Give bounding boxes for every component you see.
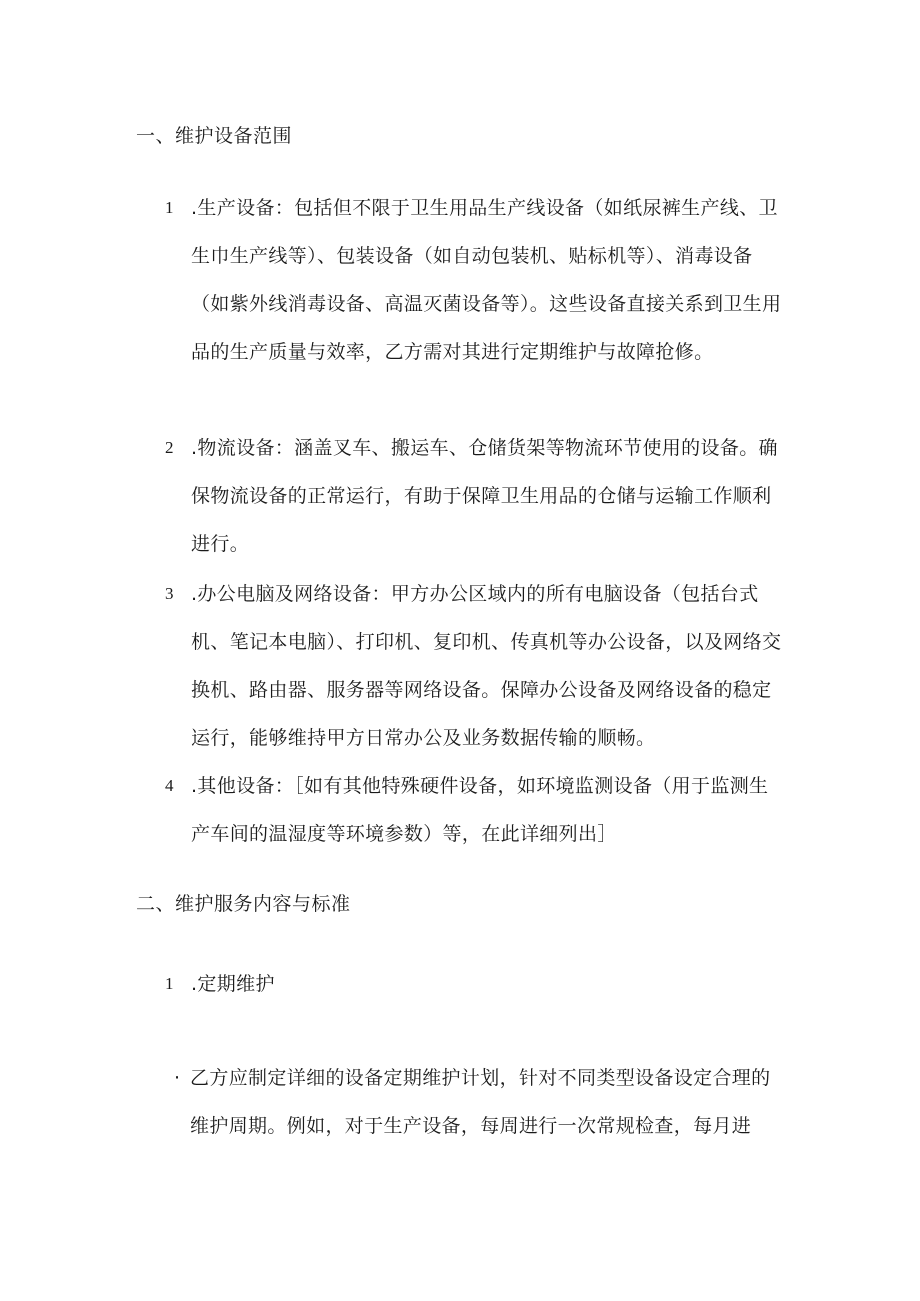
item-number: 4 xyxy=(165,776,174,795)
item-text: .物流设备：涵盖叉车、搬运车、仓储货架等物流环节使用的设备。确保物流设备的正常运行，有助于保障卫生用品的仓储与运输工作顺利进行。 xyxy=(191,437,778,555)
bullet-paragraph xyxy=(174,1054,786,1150)
list-item xyxy=(165,424,785,568)
section-heading-1: 一、维护设备范围 xyxy=(136,125,293,147)
bullet-mark: · xyxy=(174,1067,181,1089)
item-text: .办公电脑及网络设备：甲方办公区域内的所有电脑设备（包括台式机、笔记本电脑）、打印机、复印机、传真机等办公设备，以及网络交换机、路由器、服务器等网络设备。保障办公设备及网络设备的稳定运行，能够维持甲方日常办公及业务数据传输的顺畅。 xyxy=(191,583,782,749)
list-item xyxy=(165,960,785,1008)
item-number: 1 xyxy=(165,974,174,993)
item-text: .其他设备：［如有其他特殊硬件设备，如环境监测设备（用于监测生产车间的温湿度等环境参数）等，在此详细列出］ xyxy=(191,775,769,845)
item-number: 2 xyxy=(165,438,174,457)
section-heading-2: 二、维护服务内容与标准 xyxy=(136,893,351,915)
item-text: .定期维护 xyxy=(191,973,275,995)
item-text: .生产设备：包括但不限于卫生用品生产线设备（如纸尿裤生产线、卫生巾生产线等）、包装设备（如自动包装机、贴标机等）、消毒设备（如紫外线消毒设备、高温灭菌设备等）。这些设备直接关系到卫生用品的生产质量与效率，乙方需对其进行定期维护与故障抢修。 xyxy=(191,197,782,363)
bullet-text: 乙方应制定详细的设备定期维护计划，针对不同类型设备设定合理的维护周期。例如，对于生产设备，每周进行一次常规检查，每月进 xyxy=(190,1067,771,1137)
item-number: 1 xyxy=(165,198,174,217)
list-item xyxy=(165,184,785,376)
list-item xyxy=(165,570,785,762)
item-number: 3 xyxy=(165,584,174,603)
list-item xyxy=(165,762,785,858)
